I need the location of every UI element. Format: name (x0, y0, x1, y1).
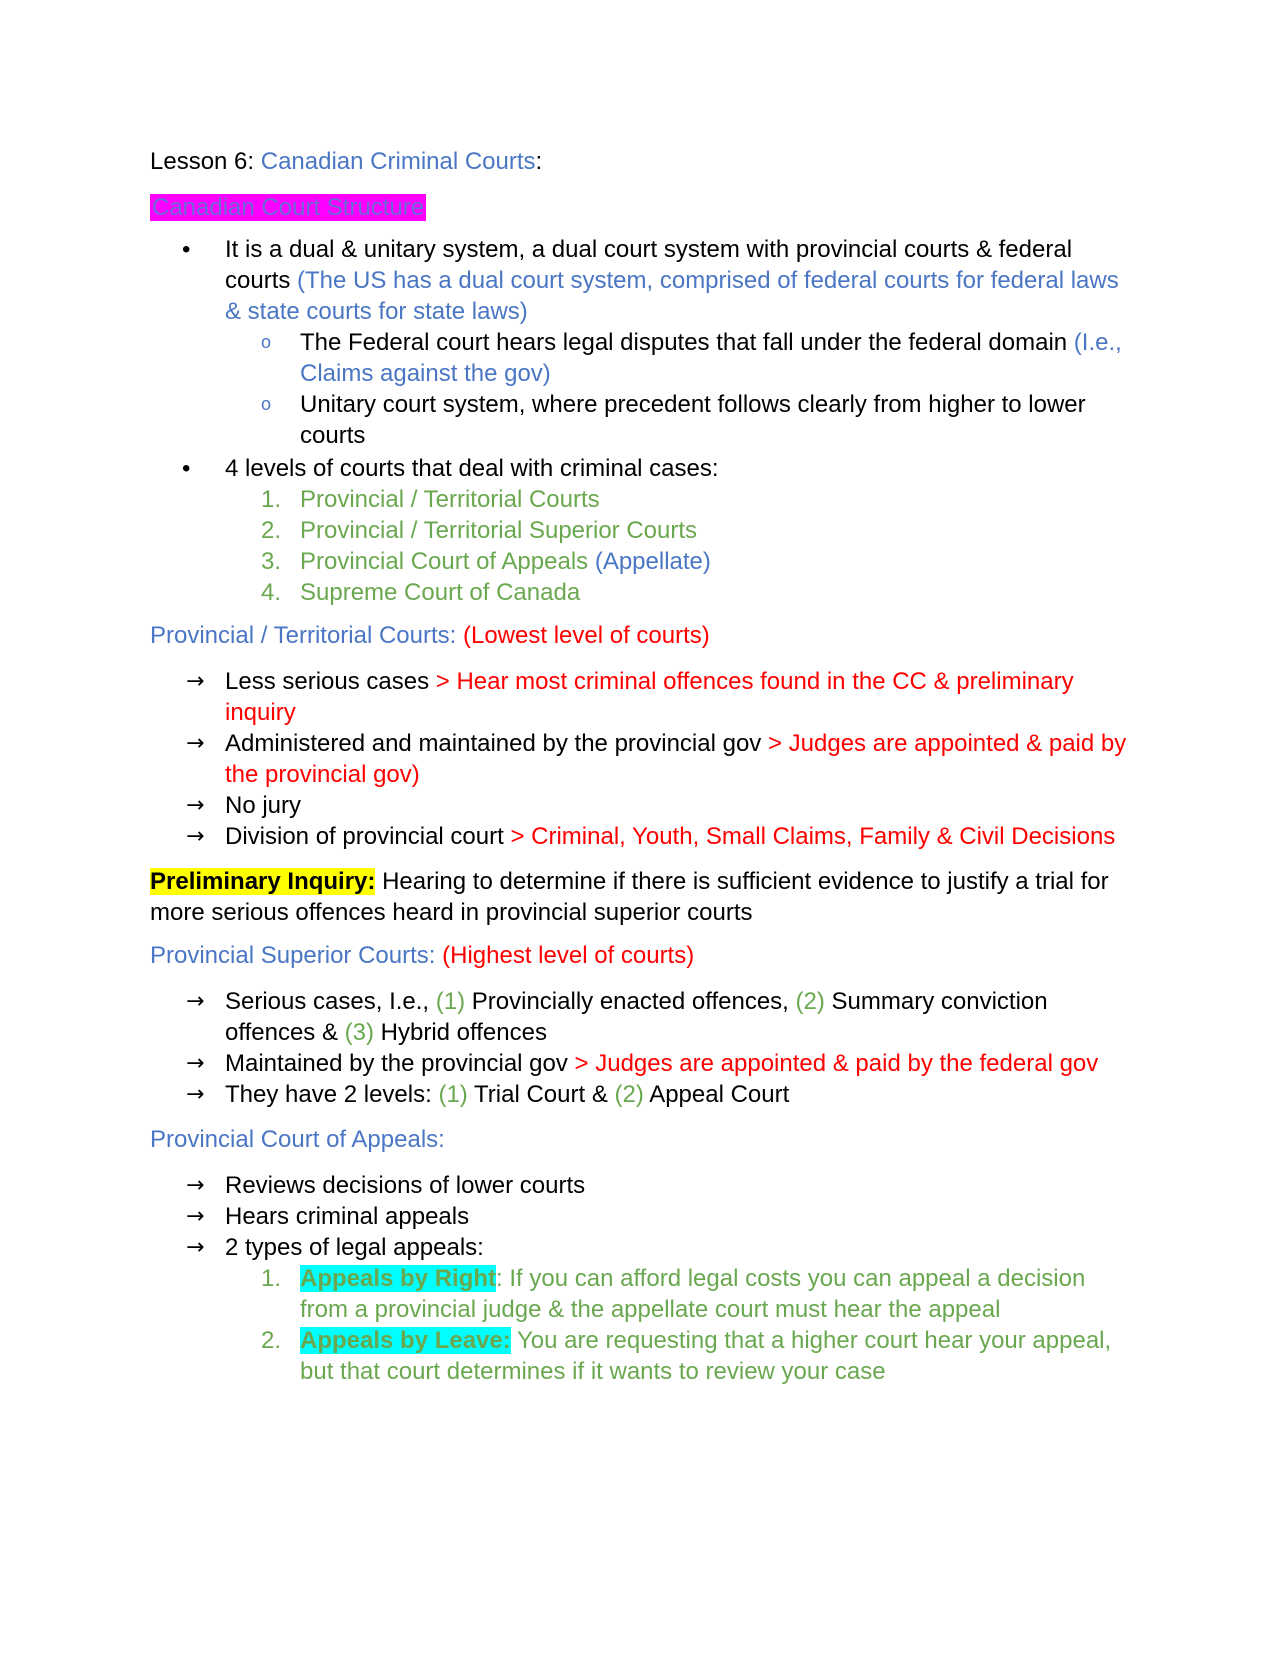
list-item: • 4 levels of courts that deal with criminal cases: 1. Provincial / Territorial Courts 2. Provincial / Territorial Superior Courts 3. Provincial Court of Appeals (Appellate) 4. Supreme Court of Canada (150, 453, 1130, 608)
list-item: → Reviews decisions of lower courts (186, 1172, 586, 1199)
list-item: o Unitary court system, where precedent follows clearly from higher to lower courts (261, 391, 1086, 449)
dual-sublist (225, 327, 1130, 451)
list-item: → Division of provincial court > Criminal, Youth, Small Claims, Family & Civil Decisions (186, 823, 1116, 850)
psc-heading: Provincial Superior Courts: (Highest level of courts) (150, 942, 695, 969)
ptc-heading: Provincial / Territorial Courts: (Lowest level of courts) (150, 622, 710, 649)
appeal-types-list (225, 1263, 1130, 1387)
structure-list (150, 234, 1130, 608)
preliminary-inquiry-definition: Preliminary Inquiry: Hearing to determine if there is sufficient evidence to justify a trial for more serious offences heard in provincial superior courts (150, 868, 1109, 926)
pca-heading: Provincial Court of Appeals: (150, 1126, 445, 1153)
list-item: 2. Appeals by Leave: You are requesting that a higher court hear your appeal, but that court determines if it wants to review your case (261, 1327, 1112, 1385)
pca-list (150, 1170, 1130, 1387)
list-item: 1. Provincial / Territorial Courts (261, 486, 600, 513)
list-item: → 2 types of legal appeals: 1. Appeals by Right: If you can afford legal costs you can appeal a decision from a provincial judge & the appellate court must hear the appeal 2. Appeals by Leave: You are requesting that a higher court hear your appeal, but that court determines if it wants to review your case (150, 1232, 1130, 1387)
list-item: → Hears criminal appeals (186, 1203, 470, 1230)
list-item: → Less serious cases > Hear most criminal offences found in the CC & preliminary inquiry (186, 668, 1074, 726)
list-item: 2. Provincial / Territorial Superior Courts (261, 517, 698, 544)
ptc-list (150, 666, 1130, 852)
page-title: Lesson 6: Canadian Criminal Courts: (150, 148, 543, 175)
list-item: → Maintained by the provincial gov > Judges are appointed & paid by the federal gov (186, 1050, 1099, 1077)
list-item: o The Federal court hears legal disputes that fall under the federal domain (I.e., Claims against the gov) (261, 329, 1122, 387)
psc-list (150, 986, 1130, 1110)
list-item: → Administered and maintained by the provincial gov > Judges are appointed & paid by the provincial gov) (186, 730, 1127, 788)
court-structure-heading: Canadian Court Structure (152, 194, 425, 221)
list-item: 3. Provincial Court of Appeals (Appellate) (261, 548, 711, 575)
levels-list (225, 484, 1130, 608)
list-item: → No jury (186, 792, 302, 819)
list-item: → Serious cases, I.e., (1) Provincially enacted offences, (2) Summary conviction offences & (3) Hybrid offences (186, 988, 1048, 1046)
document-page (150, 146, 1130, 1387)
list-item: • It is a dual & unitary system, a dual court system with provincial courts & federal courts (The US has a dual court system, comprised of federal courts for federal laws & state courts for state laws) o The Federal court hears legal disputes that fall under the federal domain (I.e., Claims against the gov) o Unitary court system, where precedent follows clearly from higher to lower courts (150, 234, 1130, 451)
list-item: → They have 2 levels: (1) Trial Court & (2) Appeal Court (186, 1081, 790, 1108)
list-item: 4. Supreme Court of Canada (261, 579, 581, 606)
list-item: 1. Appeals by Right: If you can afford legal costs you can appeal a decision from a provincial judge & the appellate court must hear the appeal (261, 1265, 1086, 1323)
